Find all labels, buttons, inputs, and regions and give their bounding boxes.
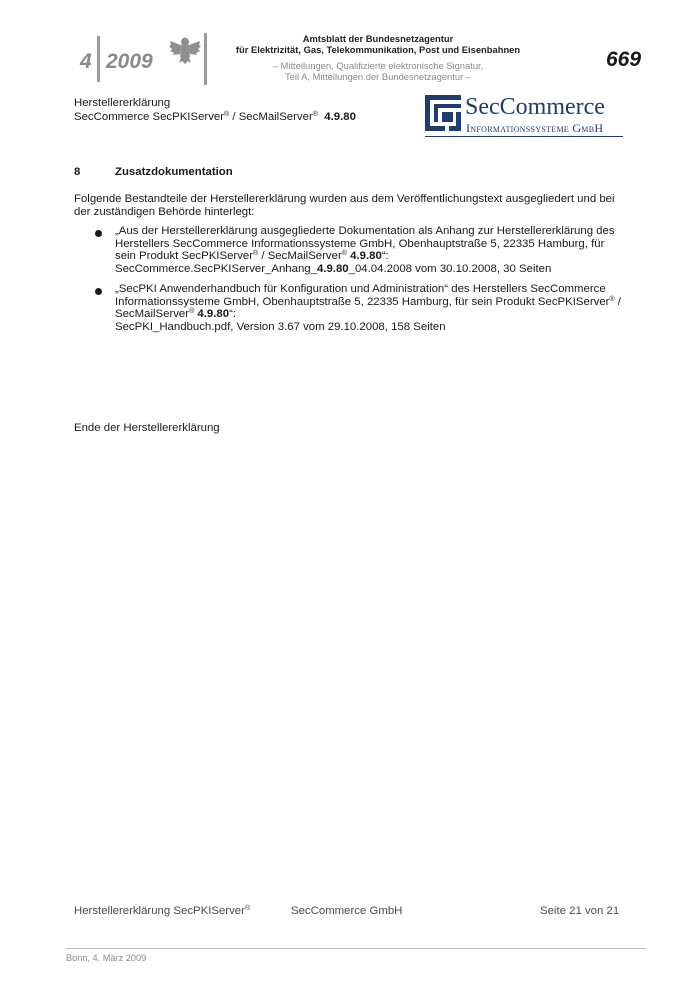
item-version: 4.9.80: [350, 250, 382, 263]
section-title: Zusatzdokumentation: [115, 166, 233, 178]
federal-eagle-icon: [168, 33, 202, 65]
gazette-title-line1: Amtsblatt der Bundesnetzagentur: [302, 33, 454, 44]
issue-year: 2009: [106, 50, 153, 73]
gazette-subtitle-line1: – Mitteilungen, Qualifizierte elektronische Signatur,: [272, 60, 484, 71]
item-version: 4.9.80: [316, 262, 349, 275]
item-version: 4.9.80: [197, 308, 230, 321]
document-product: [74, 110, 356, 124]
gazette-title-line2: für Elektrizität, Gas, Telekommunikation, Post und Eisenbahnen: [235, 44, 521, 55]
item-line: „SecPKI Anwenderhandbuch für Konfiguration und Administration“ des Herstellers SecCommerce: [115, 283, 606, 295]
issue-divider: [97, 36, 100, 82]
emblem-divider: [204, 33, 207, 85]
registered-mark: ®: [609, 295, 615, 303]
item-text: Informationssysteme GmbH, Obenhauptstraße 5, 22335 Hamburg, für sein Produkt SecPKIServer: [115, 295, 610, 308]
footer-page-count: Seite 21 von 21: [540, 905, 620, 917]
list-item: [115, 225, 625, 275]
bullet-icon: [95, 230, 102, 237]
registered-mark: ®: [224, 111, 230, 118]
logo-underline: [425, 136, 623, 137]
issue-number: 4: [80, 50, 92, 73]
item-text: /: [614, 295, 621, 308]
footer-divider: [66, 948, 646, 949]
registered-mark: ®: [244, 905, 251, 912]
gazette-subtitle: [220, 60, 536, 82]
footer-center: SecCommerce GmbH: [291, 905, 403, 917]
product-version: 4.9.80: [324, 111, 356, 123]
document-title: Herstellererklärung: [74, 97, 171, 109]
item-line: [115, 263, 625, 276]
item-line: [115, 296, 625, 309]
footer-left-text: Herstellererklärung SecPKIServer: [74, 905, 245, 917]
end-statement: Ende der Herstellererklärung: [74, 422, 220, 434]
footer-left: [74, 905, 250, 917]
logo-subtitle: Informationssysteme GmbH: [466, 121, 604, 135]
product-separator: / SecMailServer: [229, 111, 313, 123]
gazette-title: [220, 33, 536, 55]
item-text: sein Produkt SecPKIServer: [115, 250, 254, 263]
registered-mark: ®: [253, 250, 259, 258]
item-text: / SecMailServer: [258, 250, 342, 263]
registered-mark: ®: [312, 111, 318, 118]
item-line: [115, 250, 625, 263]
item-text: “:: [381, 250, 389, 263]
registered-mark: ®: [189, 308, 195, 316]
logo-name: SecCommerce: [465, 94, 605, 120]
section-intro: Folgende Bestandteile der Herstellererklärung wurden aus dem Veröffentlichungstext ausgegliedert und bei der zuständigen Behörde hinterlegt:: [74, 193, 615, 218]
bullet-icon: [95, 288, 102, 295]
item-text: “:: [229, 308, 237, 321]
page-number: 669: [606, 48, 642, 71]
item-line: „Aus der Herstellererklärung ausgegliederte Dokumentation als Anhang zur Herstellererklärung des: [115, 225, 615, 237]
item-text: SecMailServer: [115, 308, 190, 321]
registered-mark: ®: [341, 250, 347, 258]
gazette-subtitle-line2: Teil A, Mitteilungen der Bundesnetzagentur –: [284, 71, 472, 82]
item-text: _04.04.2008 vom 30.10.2008, 30 Seiten: [348, 262, 552, 275]
item-line: SecPKI_Handbuch.pdf, Version 3.67 vom 29.10.2008, 158 Seiten: [115, 320, 446, 333]
item-line: Herstellers SecCommerce Informationssysteme GmbH, Obenhauptstraße 5, 22335 Hamburg, für: [115, 237, 605, 250]
item-text: SecCommerce.SecPKIServer_Anhang_: [115, 262, 317, 275]
item-line: [115, 308, 625, 321]
section-number: 8: [74, 166, 81, 178]
footer-date: Bonn, 4. März 2009: [66, 953, 147, 963]
product-prefix: SecCommerce SecPKIServer: [74, 111, 225, 123]
list-item: [115, 283, 625, 333]
